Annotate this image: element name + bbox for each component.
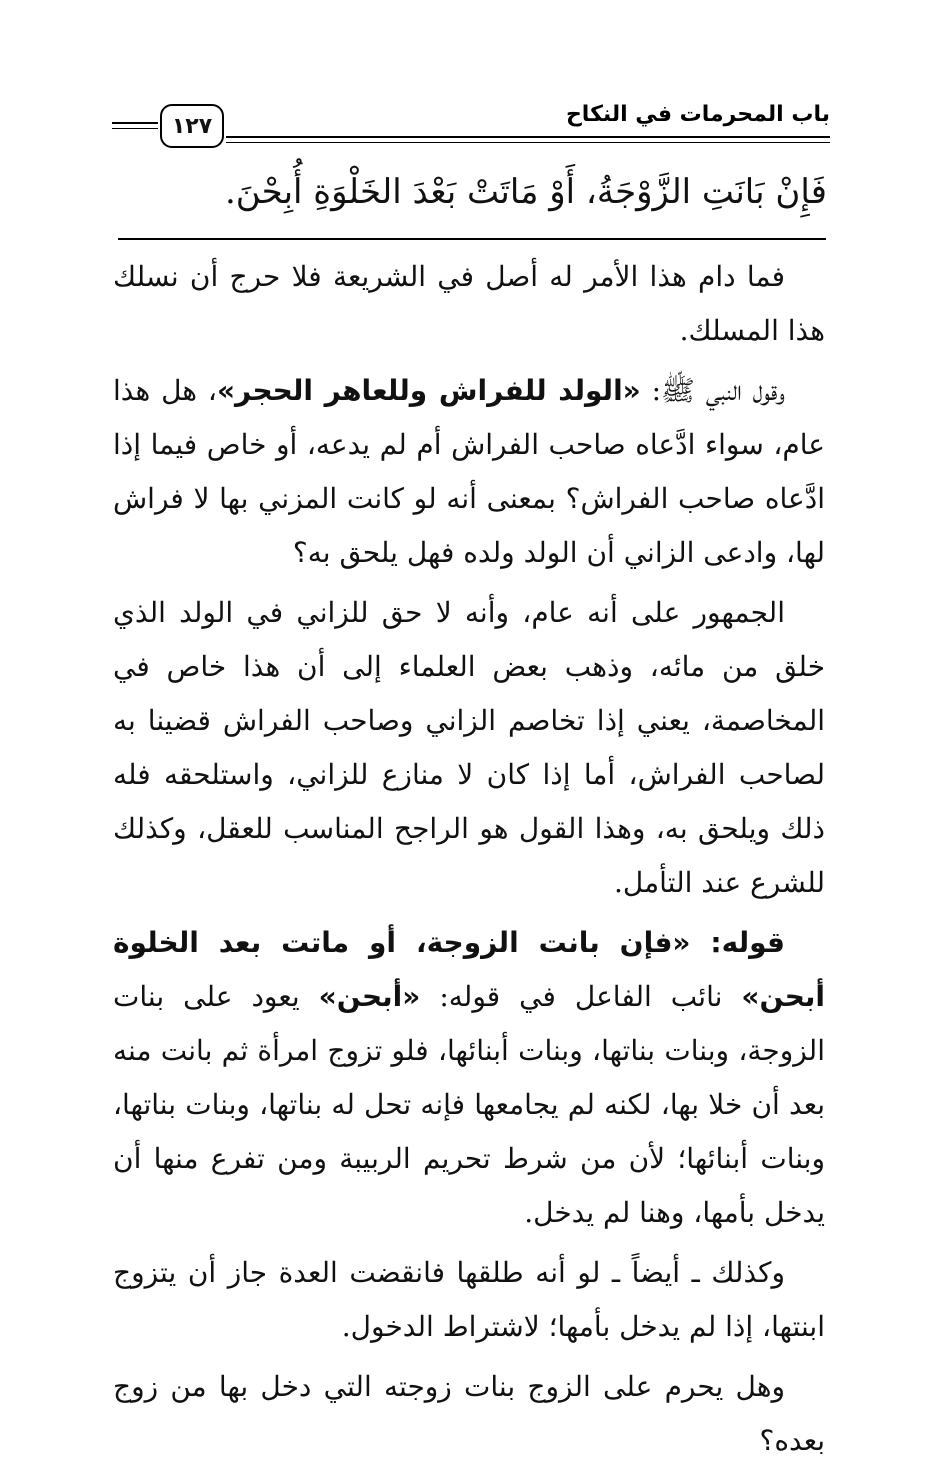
chapter-title: باب المحرمات في النكاح bbox=[565, 102, 830, 127]
header-rule-left-bottom bbox=[112, 128, 158, 129]
paragraph-3: الجمهور على أنه عام، وأنه لا حق للزاني في الولد الذي خلق من مائه، وذهب بعض العلماء إلى أن هذا خاص في المخاصمة، يعني إذا تخاصم الزاني وصاحب الفراش قضينا به لصاحب الفراش، أما إذا كان لا منازع للزاني، واستلحقه فله ذلك ويلحق به، وهذا القول هو الراجح المناسب للعقل، وكذلك للشرع عند التأمل. bbox=[113, 596, 826, 899]
paragraph-4-mid: نائب الفاعل في قوله: bbox=[420, 980, 742, 1013]
header-rule-bottom bbox=[226, 142, 830, 143]
page-number: ١٢٧ bbox=[160, 104, 224, 148]
commentary-body bbox=[113, 250, 825, 1474]
matn-text: فَإِنْ بَانَتِ الزَّوْجَةُ، أَوْ مَاتَتْ بَعْدَ الخَلْوَةِ أُبِحْنَ. bbox=[224, 172, 827, 212]
paragraph-5: وكذلك ـ أيضاً ـ لو أنه طلقها فانقضت العدة جاز أن يتزوج ابنتها، إذا لم يدخل بأمها؛ لاشتراط الدخول. bbox=[113, 1256, 825, 1343]
matn-separator bbox=[118, 238, 826, 240]
paragraph-1: فما دام هذا الأمر له أصل في الشريعة فلا حرج أن نسلك هذا المسلك. bbox=[113, 260, 825, 347]
paragraph-2-suffix: ، هل هذا عام، سواء ادَّعاه صاحب الفراش أم لم يدعه، أو خاص فيما إذا ادَّعاه صاحب الفراش؟ بمعنى أنه لو كانت المزني بها لا فراش لها، وادعى الزاني أن الولد ولده فهل يلحق به؟ bbox=[113, 374, 825, 569]
page-header bbox=[112, 100, 830, 156]
hadith-quote: «الولد للفراش وللعاهر الحجر» bbox=[216, 374, 641, 407]
word-quote: «أبحن» bbox=[318, 980, 421, 1013]
paragraph-2 bbox=[113, 364, 825, 580]
paragraph-2-prefix: وقول النبي ﷺ: bbox=[640, 374, 785, 407]
header-rule-left-top bbox=[112, 122, 158, 124]
header-rule-top bbox=[226, 136, 830, 138]
paragraph-6: وهل يحرم على الزوج بنات زوجته التي دخل بها من زوج بعده؟ bbox=[113, 1370, 825, 1457]
paragraph-4-rest: يعود على بنات الزوجة، وبنات بناتها، وبنات أبنائها، فلو تزوج امرأة ثم بانت منه بعد أن خلا بها، لكنه لم يجامعها فإنه تحل له بناتها، وبنات بناتها، وبنات أبنائها؛ لأن من شرط تحريم الربيبة ومن تفرع منها أن يدخل بأمها، وهنا لم يدخل. bbox=[113, 980, 825, 1229]
matn-quote: قوله: «فإن بانت الزوجة، أو ماتت بعد الخلوة أبحن» bbox=[113, 926, 825, 1013]
paragraph-4 bbox=[113, 916, 825, 1240]
